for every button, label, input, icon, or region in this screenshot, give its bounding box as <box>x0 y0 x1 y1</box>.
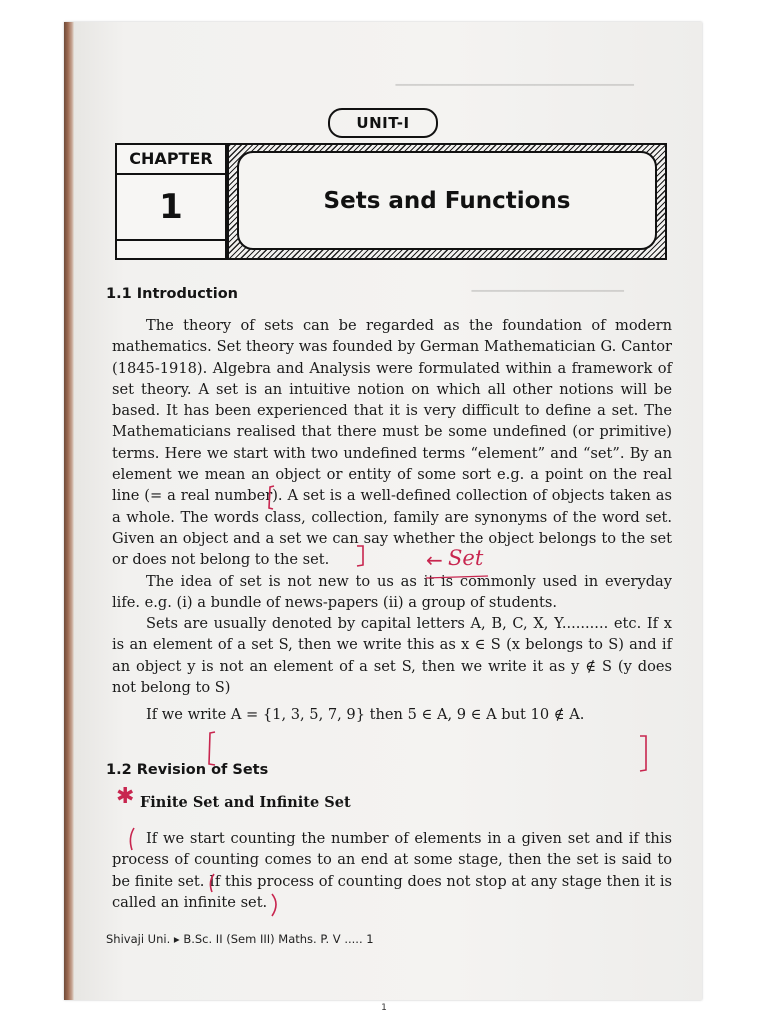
chapter-label: CHAPTER <box>117 145 225 175</box>
book-page <box>74 22 702 1000</box>
bracket-mark-icon <box>209 732 215 765</box>
chapter-title-frame <box>227 143 667 260</box>
arrow-annotation-icon: ← <box>426 548 443 572</box>
page-photo <box>64 22 702 1000</box>
section-heading-revision: 1.2 Revision of Sets <box>106 762 269 778</box>
intro-text <box>112 315 672 726</box>
finite-set-text <box>112 828 672 913</box>
chapter-number: 1 <box>117 175 225 241</box>
subheading-finite-infinite: Finite Set and Infinite Set <box>140 794 351 811</box>
finite-set-paragraph: If we start counting the number of elements in a given set and if this process of counting comes to an end at some stage, then the set is said to be finite set. If this process of counting does not stop at any stage then it is called an infinite set. <box>112 830 672 911</box>
chapter-title: Sets and Functions <box>237 151 657 250</box>
intro-paragraph-2: The idea of set is not new to us as it is commonly used in everyday life. e.g. (i) a bundle of news-papers (ii) a group of students. <box>112 572 672 611</box>
chapter-box <box>115 143 227 260</box>
intro-paragraph-3: Sets are usually denoted by capital letters A, B, C, X, Y.......... etc. If x is an element of a set S, then we write this as x ∈ S (x belongs to S) and if an object y is not an element of a set S, then we write it as y ∉ S (y does not belong to S) <box>112 615 672 697</box>
unit-label: UNIT-I <box>328 108 438 138</box>
bleed-through-text: ━━━━━━━━━━━━━━━━━━━━━━━━━━━━━━━━━━━━ <box>395 78 634 91</box>
intro-paragraph-1: The theory of sets can be regarded as the foundation of modern mathematics. Set theory was founded by German Mathematician G. Cantor (1845-1918). Algebra and Analysis were formulated within a framework of set theory. A set is an intuitive notion on which all other notions will be based. It has been experienced that it is very difficult to define a set. The Mathematicians realised that there must be some undefined (or primitive) terms. Here we start with two undefined terms “element” and “set”. By an element we mean an object or entity of some sort e.g. a point on the real line (= a real number). A set is a well-defined collection of objects taken as a whole. The words class, collection, family are synonyms of the word set. Given an object and a set we can say whether the object belongs to the set or does not belong to the set. <box>112 317 672 569</box>
bleed-through-text: ━━━━━━━━━━━━━━━━━━━━━━━ <box>471 284 624 297</box>
page-number: 1 <box>381 1003 387 1013</box>
book-spine <box>64 22 74 1000</box>
handwritten-note: Set <box>448 546 484 570</box>
star-mark-icon: ✱ <box>116 784 135 809</box>
bracket-mark-icon <box>640 736 646 771</box>
section-heading-introduction: 1.1 Introduction <box>106 286 238 302</box>
intro-paragraph-4: If we write A = {1, 3, 5, 7, 9} then 5 ∈ A, 9 ∈ A but 10 ∉ A. <box>146 706 585 724</box>
page-footer: Shivaji Uni. ▸ B.Sc. II (Sem III) Maths. P. V ..... 1 <box>106 932 374 946</box>
